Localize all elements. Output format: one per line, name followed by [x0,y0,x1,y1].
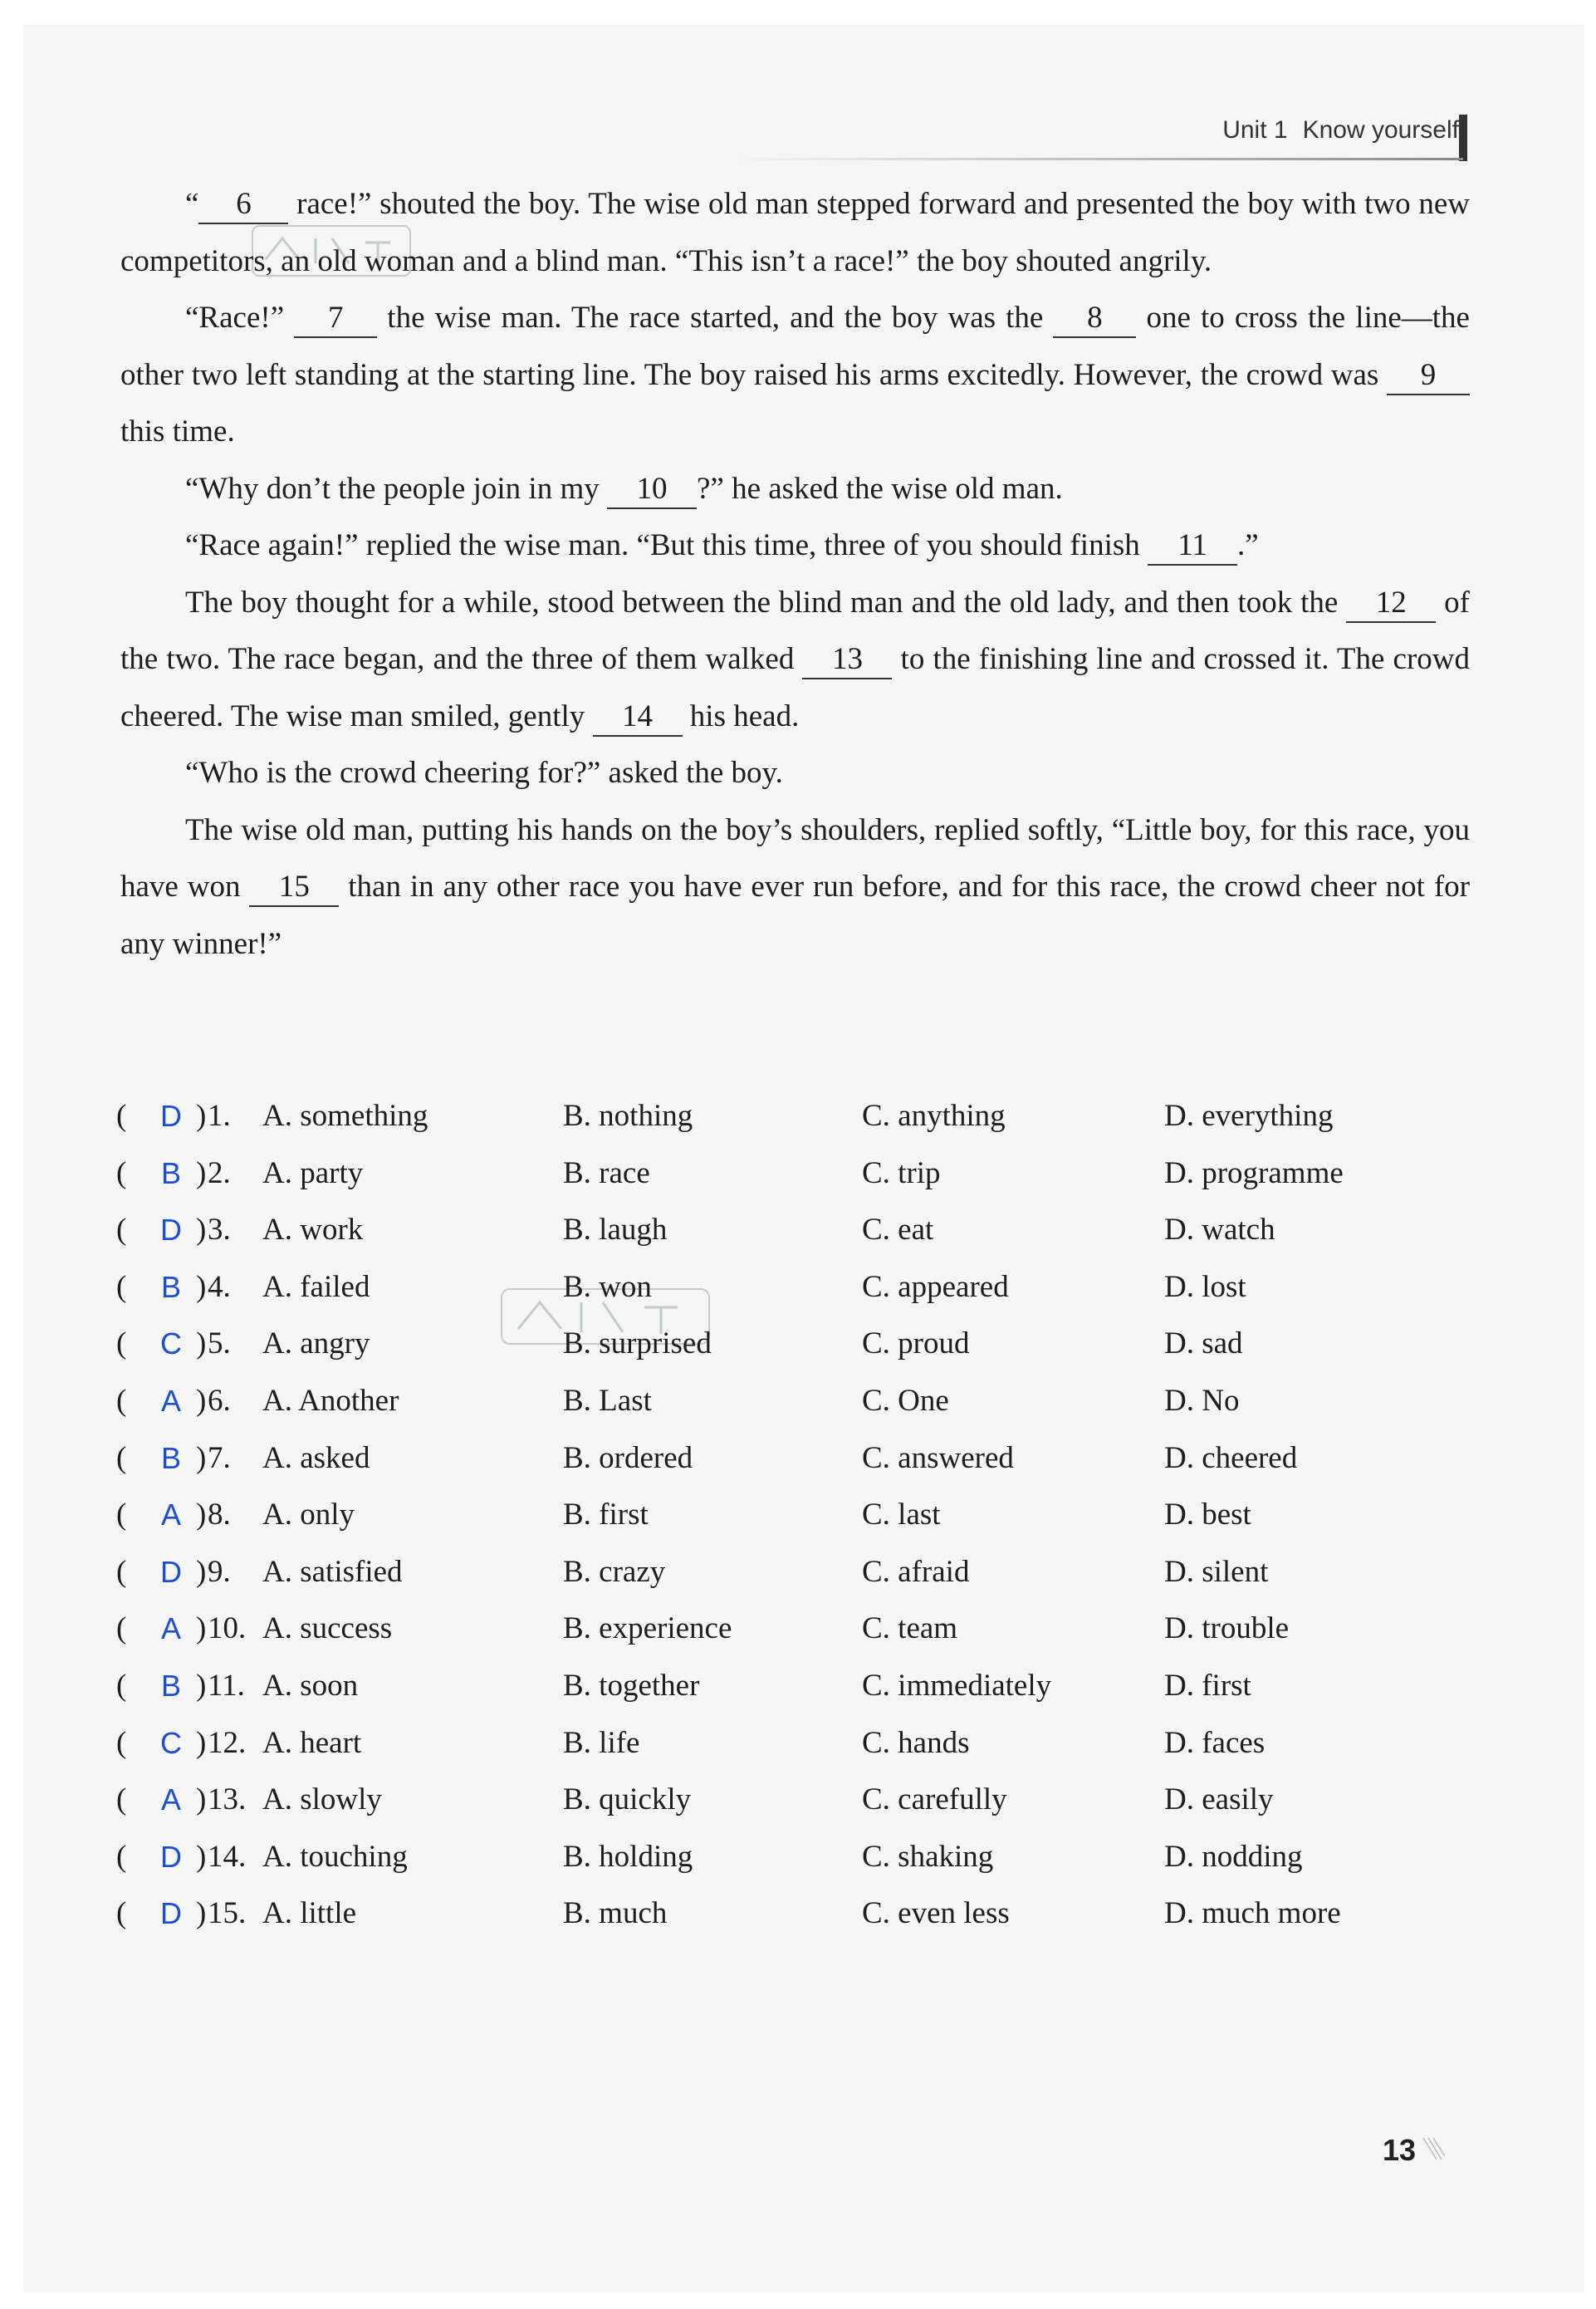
answer-options [116,1088,1478,1943]
option-b: B. won [563,1269,652,1304]
question-row [116,1601,1478,1658]
paragraph: The wise old man, putting his hands on the boy’s shoulders, replied softly, “Little boy, for this race, you have won 15 than in any other race you have ever run before, and for this race, the crowd cheer not for any winner!” [120,812,1470,961]
option-c: C. hands [862,1725,970,1760]
option-d: D. trouble [1164,1611,1290,1646]
option-c: C. even less [862,1896,1010,1931]
question-number: 7. [208,1440,231,1475]
paren-right: ) [196,1155,207,1190]
option-c: C. immediately [862,1668,1052,1703]
blank-9: 9 [1387,357,1470,395]
question-row [116,1487,1478,1544]
question-row [116,1885,1478,1943]
paren-right: ) [196,1269,207,1304]
question-number: 8. [208,1498,231,1532]
paren-right: ) [196,1213,207,1248]
option-a: A. only [262,1498,355,1532]
answer-mark: B [160,1668,181,1703]
answer-mark: D [160,1213,182,1248]
option-c: C. team [862,1611,958,1646]
option-a: A. success [262,1611,393,1646]
paren-left: ( [116,1326,127,1361]
option-c: C. answered [862,1440,1014,1475]
answer-mark: A [160,1782,181,1817]
paren-right: ) [196,1725,207,1760]
paren-right: ) [196,1498,207,1532]
paren-left: ( [116,1383,127,1418]
question-row [116,1658,1478,1715]
option-c: C. afraid [862,1554,970,1589]
page-number: 13 [1383,2133,1417,2167]
option-d: D. best [1164,1498,1251,1532]
option-b: B. laugh [563,1213,668,1248]
question-number: 3. [208,1213,231,1248]
option-a: A. Another [262,1383,399,1418]
paren-right: ) [196,1896,207,1931]
question-number: 9. [208,1554,231,1589]
question-row [116,1829,1478,1886]
blank-14: 14 [593,699,683,737]
option-b: B. nothing [563,1099,693,1133]
option-b: B. crazy [563,1554,666,1589]
blank-7: 7 [294,300,377,338]
option-a: A. soon [262,1668,359,1703]
paren-left: ( [116,1440,127,1475]
answer-mark: A [160,1498,181,1532]
option-c: C. last [862,1498,941,1532]
answer-mark: C [160,1326,182,1361]
option-d: D. everything [1164,1099,1334,1133]
paren-left: ( [116,1213,127,1248]
question-number: 14. [208,1839,247,1874]
paren-left: ( [116,1896,127,1931]
question-row [116,1259,1478,1316]
option-d: D. easily [1164,1782,1274,1817]
paren-left: ( [116,1668,127,1703]
paragraph: “Who is the crowd cheering for?” asked the boy. [185,756,783,790]
question-row [116,1088,1478,1145]
option-c: C. shaking [862,1839,994,1874]
option-b: B. experience [563,1611,732,1646]
paragraph: The boy thought for a while, stood between the blind man and the old lady, and then took the 12 of the two. The race began, and the three of them walked 13 to the finishing line and crossed it. The crowd cheered. The wise man smiled, gently 14 his head. [120,575,1470,746]
blank-12: 12 [1346,585,1436,623]
paragraph: “ 6 race!” shouted the boy. The wise old man stepped forward and presented the boy with two new competitors, an old woman and a blind man. “This isn’t a race!” the boy shouted angrily. [120,187,1470,278]
option-a: A. party [262,1155,364,1190]
option-c: C. appeared [862,1269,1009,1304]
blank-8: 8 [1053,300,1136,338]
answer-mark: A [160,1383,181,1418]
header-rule [731,158,1463,160]
running-header [1222,116,1459,145]
paren-left: ( [116,1611,127,1646]
paren-left: ( [116,1269,127,1304]
option-d: D. watch [1164,1213,1275,1248]
answer-mark: C [160,1725,182,1760]
question-number: 11. [208,1668,245,1703]
header-unit: Unit 1 [1222,116,1288,144]
option-b: B. Last [563,1383,652,1418]
option-d: D. first [1164,1668,1251,1703]
option-b: B. surprised [563,1326,712,1361]
blank-13: 13 [802,641,892,679]
question-number: 12. [208,1725,247,1760]
option-b: B. much [563,1896,668,1931]
answer-mark: D [160,1839,182,1874]
paren-right: ) [196,1668,207,1703]
question-number: 6. [208,1383,231,1418]
question-row [116,1202,1478,1259]
option-a: A. asked [262,1440,370,1475]
option-c: C. One [862,1383,949,1418]
question-row [116,1316,1478,1373]
option-a: A. angry [262,1326,370,1361]
option-c: C. proud [862,1326,970,1361]
option-a: A. heart [262,1725,362,1760]
option-d: D. programme [1164,1155,1344,1190]
option-a: A. something [262,1099,428,1133]
paragraph: “Why don’t the people join in my 10 ?” he asked the wise old man. [120,461,1470,518]
option-a: A. failed [262,1269,370,1304]
option-d: D. lost [1164,1269,1246,1304]
question-number: 1. [208,1099,231,1133]
option-d: D. faces [1164,1725,1266,1760]
paren-left: ( [116,1782,127,1817]
paren-left: ( [116,1725,127,1760]
paragraph: “Race again!” replied the wise man. “But this time, three of you should finish 11 .” [120,517,1470,575]
cloze-passage [120,176,1470,973]
option-b: B. life [563,1725,640,1760]
option-c: C. carefully [862,1782,1007,1817]
option-d: D. No [1164,1383,1240,1418]
option-a: A. satisfied [262,1554,403,1589]
option-a: A. work [262,1213,364,1248]
paren-right: ) [196,1383,207,1418]
question-number: 10. [208,1611,247,1646]
question-number: 13. [208,1782,247,1817]
blank-15: 15 [249,869,339,907]
option-b: B. first [563,1498,649,1532]
paren-left: ( [116,1099,127,1133]
header-title: Know yourself [1302,116,1459,144]
paren-right: ) [196,1782,207,1817]
option-a: A. little [262,1896,357,1931]
paragraph: “Race!” 7 the wise man. The race started, and the boy was the 8 one to cross the line—the other two left standing at the starting line. The boy raised his arms excitedly. However, the crowd was 9 this time. [120,301,1470,449]
paren-right: ) [196,1554,207,1589]
header-bar [1459,115,1467,161]
blank-11: 11 [1148,527,1237,566]
option-c: C. trip [862,1155,941,1190]
question-row [116,1373,1478,1430]
option-c: C. eat [862,1213,934,1248]
option-d: D. nodding [1164,1839,1303,1874]
answer-mark: D [160,1554,182,1589]
paren-left: ( [116,1554,127,1589]
answer-mark: B [160,1269,181,1304]
question-row [116,1544,1478,1601]
question-number: 15. [208,1896,247,1931]
answer-mark: D [160,1896,182,1931]
option-d: D. silent [1164,1554,1269,1589]
paren-left: ( [116,1498,127,1532]
answer-mark: B [160,1155,181,1190]
paren-left: ( [116,1155,127,1190]
paren-right: ) [196,1099,207,1133]
option-d: D. sad [1164,1326,1243,1361]
question-number: 4. [208,1269,231,1304]
option-b: B. race [563,1155,650,1190]
option-b: B. quickly [563,1782,692,1817]
answer-mark: A [160,1611,181,1646]
option-b: B. ordered [563,1440,693,1475]
question-number: 5. [208,1326,231,1361]
page-corner-decoration [1420,2135,1445,2168]
question-number: 2. [208,1155,231,1190]
option-d: D. much more [1164,1896,1341,1931]
answer-mark: D [160,1099,182,1133]
paren-right: ) [196,1440,207,1475]
paren-right: ) [196,1326,207,1361]
blank-6: 6 [198,186,288,224]
option-b: B. holding [563,1839,693,1874]
paren-right: ) [196,1611,207,1646]
question-row [116,1772,1478,1829]
question-row [116,1715,1478,1772]
option-c: C. anything [862,1099,1006,1133]
question-row [116,1430,1478,1488]
option-a: A. slowly [262,1782,382,1817]
answer-mark: B [160,1440,181,1475]
paren-left: ( [116,1839,127,1874]
option-b: B. together [563,1668,700,1703]
paren-right: ) [196,1839,207,1874]
blank-10: 10 [607,471,697,509]
option-d: D. cheered [1164,1440,1298,1475]
question-row [116,1145,1478,1203]
option-a: A. touching [262,1839,408,1874]
